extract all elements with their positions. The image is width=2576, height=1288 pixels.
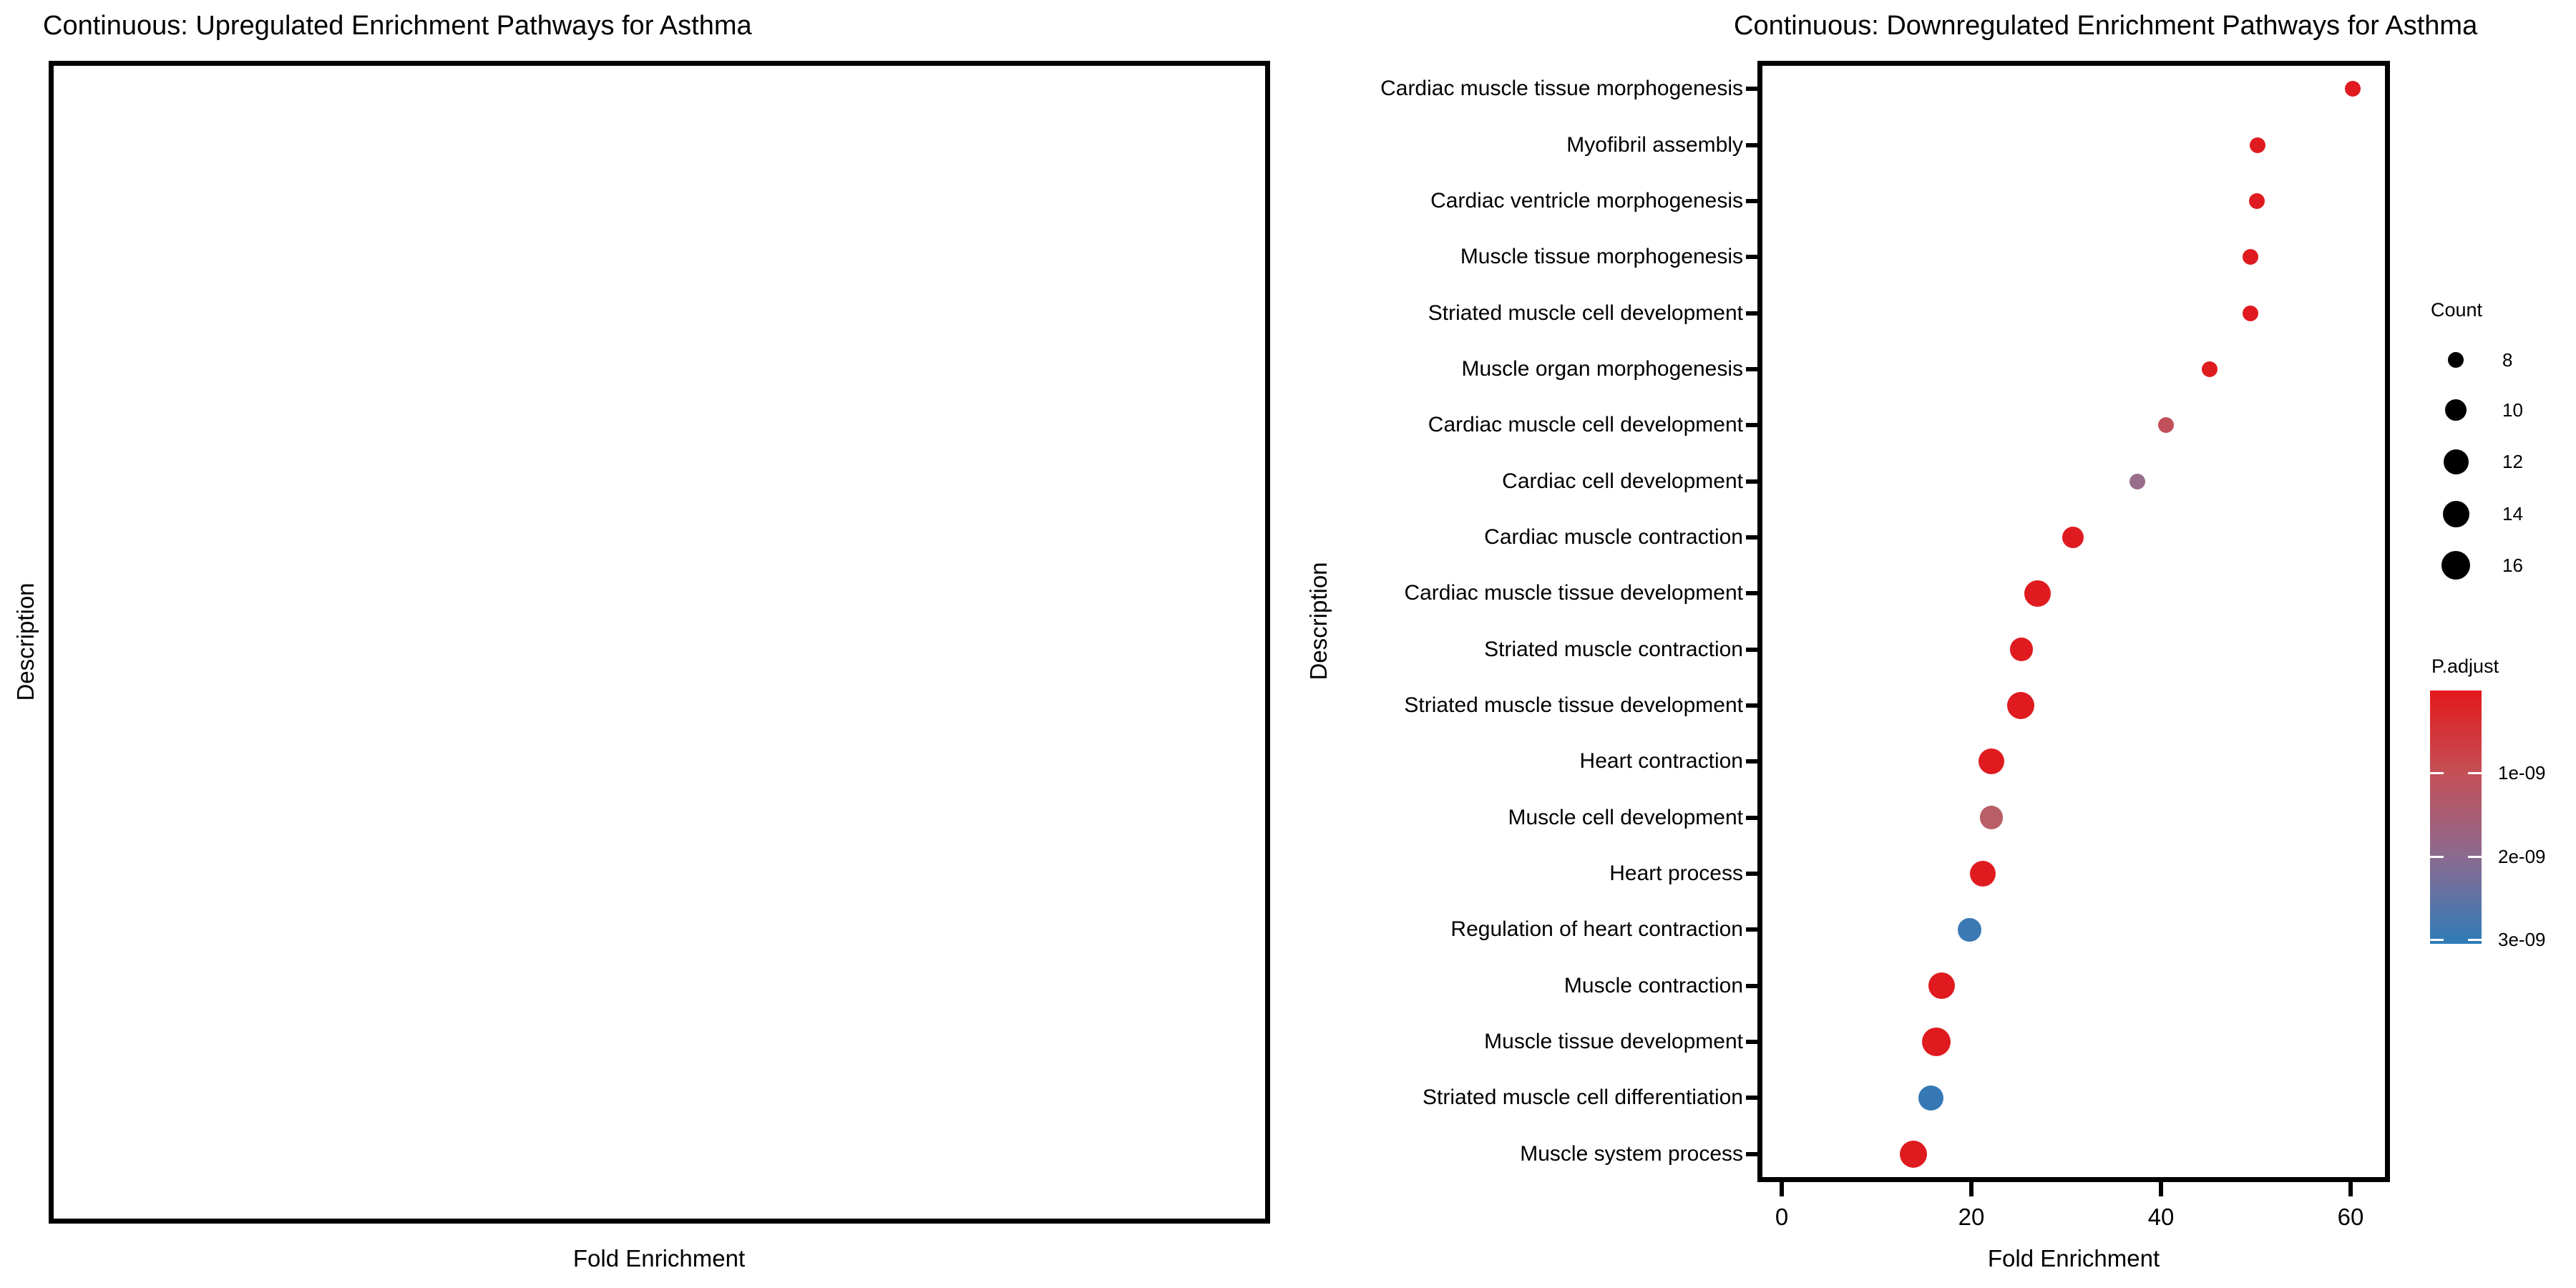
- y-tick-mark: [1746, 816, 1758, 820]
- colorbar-tick-mark: [2430, 939, 2444, 941]
- y-tick-mark: [1746, 1152, 1758, 1156]
- count-legend-dot: [2444, 449, 2469, 474]
- count-legend-dot: [2448, 352, 2464, 368]
- y-tick-mark: [1746, 423, 1758, 427]
- pathway-label: Muscle organ morphogenesis: [1461, 356, 1743, 381]
- x-tick-label: 40: [2147, 1204, 2175, 1230]
- data-point: [1979, 748, 2004, 774]
- y-tick-mark: [1746, 143, 1758, 147]
- y-tick-mark: [1746, 927, 1758, 932]
- left-plot-area: [49, 61, 1270, 1224]
- colorbar-tick-mark: [2430, 772, 2444, 774]
- data-point: [1918, 1085, 1943, 1111]
- data-point: [2243, 249, 2258, 265]
- left-y-axis-label: Description: [12, 582, 39, 701]
- y-tick-mark: [1746, 87, 1758, 91]
- pathway-label: Muscle system process: [1520, 1141, 1743, 1166]
- data-point: [2024, 580, 2051, 607]
- padjust-legend-title: P.adjust: [2431, 655, 2499, 677]
- pathway-label: Striated muscle cell differentiation: [1422, 1085, 1743, 1110]
- pathway-label: Striated muscle cell development: [1428, 301, 1743, 325]
- pathway-label: Striated muscle tissue development: [1404, 693, 1743, 718]
- data-point: [2129, 474, 2145, 489]
- pathway-label: Muscle cell development: [1508, 805, 1743, 829]
- pathway-label: Myofibril assembly: [1566, 132, 1743, 157]
- y-tick-mark: [1746, 872, 1758, 876]
- y-tick-mark: [1746, 367, 1758, 371]
- x-tick-label: 60: [2337, 1204, 2364, 1230]
- pathway-label: Cardiac cell development: [1502, 469, 1743, 493]
- y-tick-mark: [1746, 703, 1758, 708]
- right-y-axis-label: Description: [1305, 562, 1332, 680]
- colorbar-tick-mark: [2468, 939, 2482, 941]
- y-tick-mark: [1746, 535, 1758, 540]
- padjust-tick-label: 3e-09: [2498, 928, 2546, 950]
- x-tick-label: 20: [1958, 1204, 1985, 1230]
- data-point: [2345, 81, 2361, 97]
- colorbar-tick-mark: [2430, 856, 2444, 858]
- pathway-label: Regulation of heart contraction: [1450, 917, 1743, 942]
- data-point: [2158, 417, 2174, 433]
- pathway-label: Striated muscle contraction: [1484, 637, 1743, 661]
- data-point: [2062, 527, 2084, 548]
- pathway-label: Cardiac muscle tissue morphogenesis: [1380, 77, 1743, 101]
- pathway-label: Cardiac muscle cell development: [1428, 413, 1743, 437]
- count-legend-value: 10: [2502, 399, 2523, 421]
- pathway-label: Heart contraction: [1579, 749, 1743, 774]
- right-panel-title: Continuous: Downregulated Enrichment Pathways for Asthma: [1734, 11, 2478, 41]
- count-legend-dot: [2441, 551, 2470, 580]
- y-tick-mark: [1746, 479, 1758, 484]
- count-legend-value: 14: [2502, 503, 2523, 525]
- pathway-label: Cardiac ventricle morphogenesis: [1430, 188, 1743, 213]
- colorbar-tick-mark: [2468, 856, 2482, 858]
- padjust-colorbar: [2430, 691, 2482, 944]
- data-point: [2249, 193, 2265, 209]
- pathway-label: Muscle tissue development: [1484, 1030, 1743, 1054]
- padjust-tick-label: 2e-09: [2498, 845, 2546, 867]
- x-tick-mark: [1780, 1182, 1784, 1196]
- y-tick-mark: [1746, 984, 1758, 988]
- x-tick-mark: [2348, 1182, 2353, 1196]
- left-x-axis-label: Fold Enrichment: [572, 1245, 746, 1272]
- data-point: [1980, 806, 2004, 829]
- count-legend-dot: [2443, 501, 2469, 527]
- y-tick-mark: [1746, 1096, 1758, 1100]
- pathway-label: Cardiac muscle contraction: [1484, 525, 1743, 549]
- y-tick-mark: [1746, 591, 1758, 595]
- pathway-label: Heart process: [1609, 862, 1743, 886]
- x-tick-mark: [1969, 1182, 1974, 1196]
- data-point: [2250, 137, 2265, 153]
- data-point: [1958, 918, 1981, 942]
- pathway-label: Muscle contraction: [1563, 973, 1743, 997]
- y-tick-mark: [1746, 199, 1758, 203]
- y-tick-mark: [1746, 311, 1758, 316]
- x-tick-mark: [2159, 1182, 2163, 1196]
- count-legend-value: 8: [2502, 349, 2513, 371]
- right-x-axis-label: Fold Enrichment: [1987, 1245, 2160, 1272]
- pathway-label: Muscle tissue morphogenesis: [1460, 245, 1743, 269]
- colorbar-tick-mark: [2468, 772, 2482, 774]
- count-legend-value: 12: [2502, 451, 2523, 472]
- pathway-label: Cardiac muscle tissue development: [1404, 581, 1743, 605]
- right-plot-area: [1757, 61, 2390, 1182]
- y-tick-mark: [1746, 648, 1758, 652]
- y-tick-mark: [1746, 255, 1758, 259]
- x-tick-label: 0: [1775, 1204, 1789, 1230]
- data-point: [1922, 1028, 1951, 1056]
- count-legend-value: 16: [2502, 555, 2523, 576]
- left-panel-title: Continuous: Upregulated Enrichment Pathways for Asthma: [43, 11, 752, 41]
- y-tick-mark: [1746, 1040, 1758, 1044]
- data-point: [2202, 361, 2218, 377]
- padjust-tick-label: 1e-09: [2498, 762, 2546, 784]
- data-point: [2007, 692, 2035, 720]
- y-tick-mark: [1746, 759, 1758, 763]
- count-legend-title: Count: [2431, 299, 2483, 321]
- count-legend-dot: [2445, 399, 2467, 421]
- data-point: [1970, 861, 1996, 887]
- data-point: [2243, 306, 2258, 321]
